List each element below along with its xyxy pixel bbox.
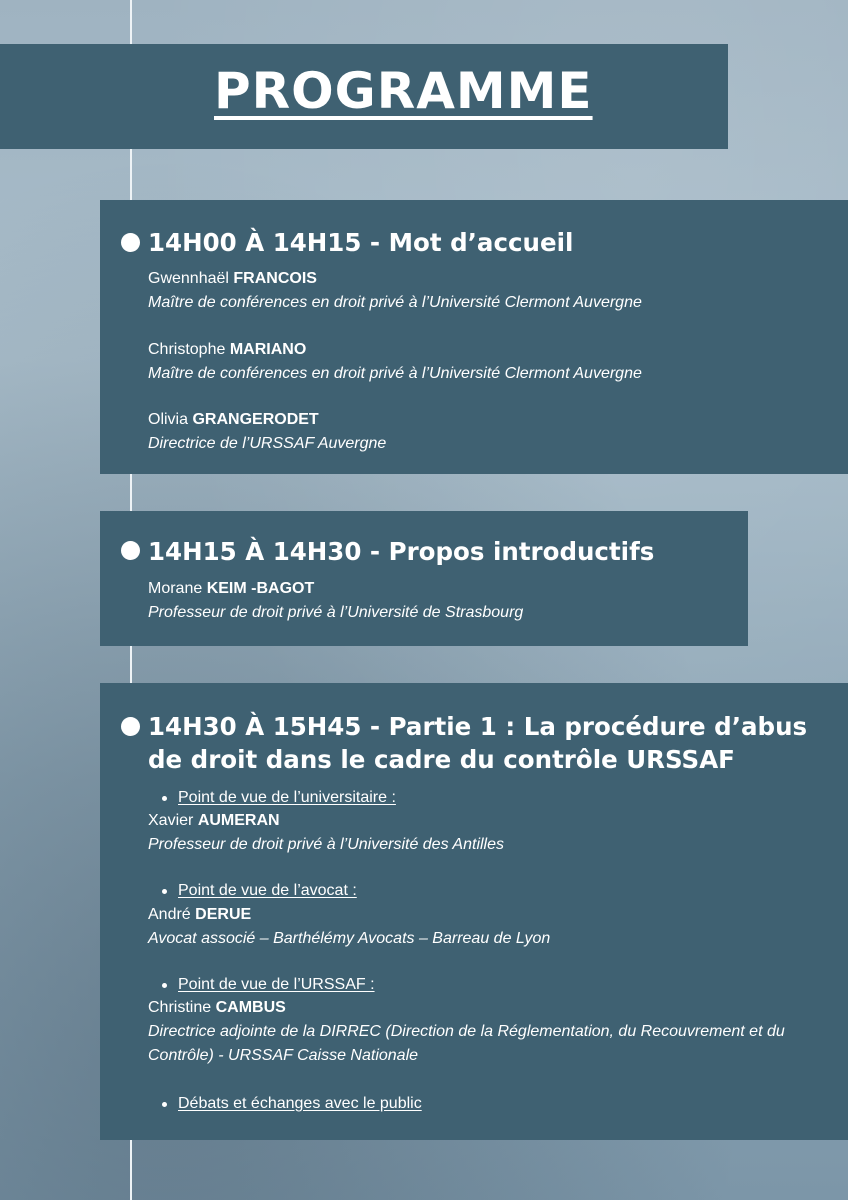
bullet-item [162, 879, 357, 903]
speaker-first-name: Christine [148, 999, 212, 1016]
timeline-dot-icon [121, 541, 140, 560]
speaker-role: Maître de conférences en droit privé à l’Université Clermont Auvergne [148, 294, 642, 311]
speaker-last-name: KEIM -BAGOT [206, 580, 315, 597]
speaker [148, 338, 828, 386]
speaker-name [148, 408, 828, 432]
timeline-dot-icon [121, 717, 140, 736]
timeline-dot-icon [121, 233, 140, 252]
program-section-part-1 [100, 683, 848, 1140]
speaker-name [148, 267, 828, 291]
bullet-item [162, 973, 375, 997]
bullet-icon [162, 983, 167, 988]
bullet-label: Débats et échanges avec le public [178, 1095, 422, 1112]
speaker-last-name: FRANCOIS [233, 270, 317, 287]
speaker-name [148, 338, 828, 362]
speaker-first-name: Gwennhaël [148, 270, 229, 287]
section-heading: 14H15 À 14H30 - Propos introductifs [148, 537, 655, 566]
program-section-introduction [100, 511, 748, 646]
speaker-first-name: Christophe [148, 341, 226, 358]
speaker-role: Professeur de droit privé à l’Université de Strasbourg [148, 604, 524, 621]
speaker-name [148, 577, 728, 601]
speaker [148, 809, 828, 857]
bullet-icon [162, 796, 167, 801]
speaker [148, 996, 828, 1068]
speaker-role: Directrice adjointe de la DIRREC (Direction de la Réglementation, du Recouvrement et du Contrôle) - URSSAF Caisse Nationale [148, 1023, 785, 1064]
speaker [148, 903, 828, 951]
speaker-last-name: DERUE [195, 906, 252, 923]
speaker-role: Maître de conférences en droit privé à l’Université Clermont Auvergne [148, 365, 642, 382]
speaker-first-name: Xavier [148, 812, 194, 829]
speaker-name [148, 809, 828, 833]
speaker-last-name: GRANGERODET [192, 411, 319, 428]
speaker [148, 408, 828, 456]
speaker-last-name: AUMERAN [197, 812, 280, 829]
speaker-role: Professeur de droit privé à l’Université des Antilles [148, 836, 505, 853]
bullet-icon [162, 1102, 167, 1107]
speaker-first-name: Morane [148, 580, 203, 597]
section-heading: 14H00 À 14H15 - Mot d’accueil [148, 228, 574, 257]
speaker [148, 577, 728, 625]
speaker-name [148, 996, 828, 1020]
speaker-role: Directrice de l’URSSAF Auvergne [148, 435, 387, 452]
program-section-welcome [100, 200, 848, 474]
bullet-item [162, 786, 396, 810]
speaker-role: Avocat associé – Barthélémy Avocats – Barreau de Lyon [148, 930, 551, 947]
page-title: PROGRAMME [214, 62, 593, 120]
section-heading: 14H30 À 15H45 - Partie 1 : La procédure d’abus de droit dans le cadre du contrôle URSSAF [148, 712, 808, 774]
bullet-item [162, 1092, 422, 1116]
speaker-name [148, 903, 828, 927]
speaker-last-name: CAMBUS [215, 999, 286, 1016]
bullet-label: Point de vue de l’URSSAF : [178, 976, 375, 993]
bullet-label: Point de vue de l’avocat : [178, 882, 357, 899]
speaker-first-name: Olivia [148, 411, 189, 428]
speaker-first-name: André [148, 906, 191, 923]
bullet-label: Point de vue de l’universitaire : [178, 789, 396, 806]
speaker [148, 267, 828, 315]
speaker-last-name: MARIANO [229, 341, 307, 358]
bullet-icon [162, 889, 167, 894]
